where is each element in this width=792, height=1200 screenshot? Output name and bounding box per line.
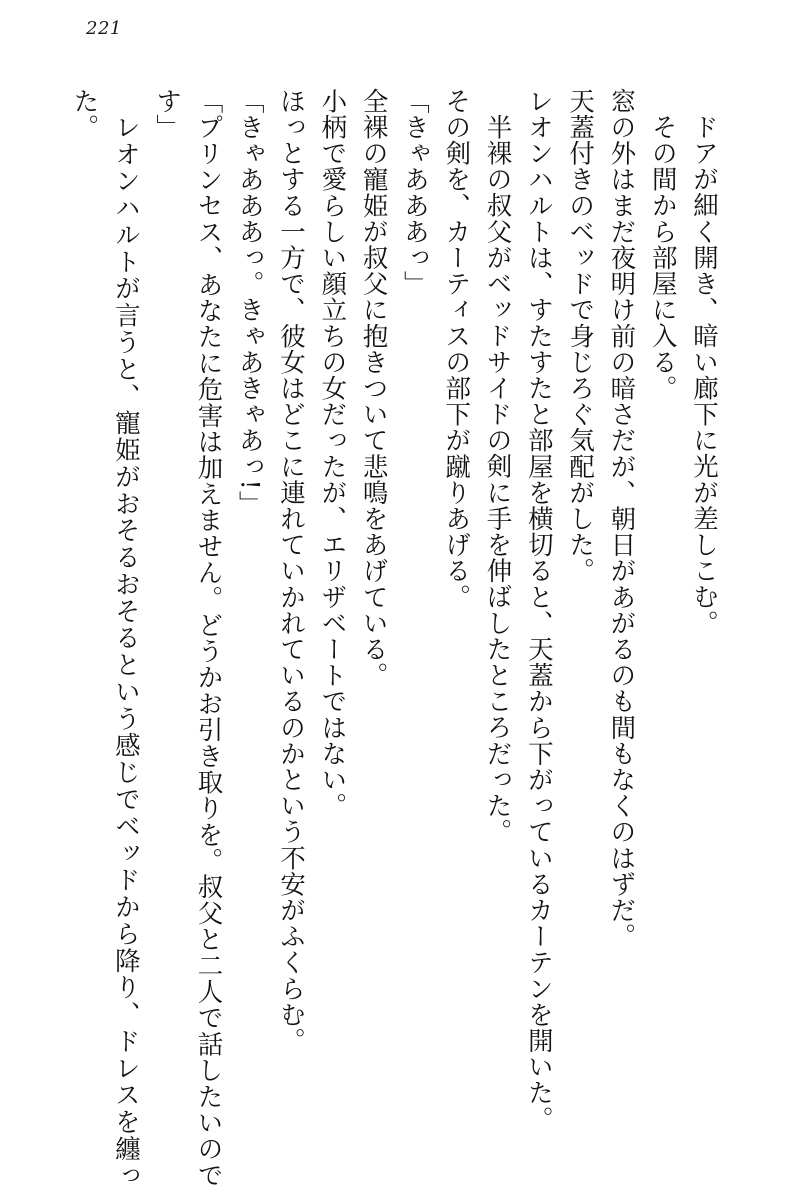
paragraph: 小柄で愛らしい顔立ちの女だったが、エリザベートではない。 xyxy=(317,88,348,819)
paragraph: レオンハルトは、すたすたと部屋を横切ると、天蓋から下がっているカーテンを開いた。 xyxy=(523,88,554,1132)
paragraph: その間から部屋に入る。 xyxy=(647,113,678,401)
paragraph: 「きゃあああっ」 xyxy=(399,88,430,297)
paragraph: 「プリンセス、あなたに危害は加えません。どうかお引き取りを。叔父と二人で話したいのです」 xyxy=(152,88,224,1188)
paragraph: 全裸の寵姫が叔父に抱きついて悲鳴をあげている。 xyxy=(358,88,389,689)
paragraph: ドアが細く開き、暗い廊下に光が差しこむ。 xyxy=(689,113,719,636)
paragraph: 天蓋付きのベッドで身じろぐ気配がした。 xyxy=(565,88,596,584)
paragraph: ほっとする一方で、彼女はどこに連れていかれているのかという不安がふくらむ。 xyxy=(276,88,307,1054)
paragraph: レオンハルトが言うと、寵姫がおそるおそるという感じでベッドから降り、ドレスを纏った。 xyxy=(69,88,141,1188)
page-body-text xyxy=(52,88,724,1188)
paragraph: 「きゃあああっ。きゃあきゃあっ!」 xyxy=(234,88,265,517)
paragraph: 窓の外はまだ夜明け前の暗さだが、朝日があがるのも間もなくのはずだ。 xyxy=(606,88,637,950)
page-number: 221 xyxy=(86,18,122,39)
paragraph: 半裸の叔父がベッドサイドの剣に手を伸ばしたところだった。 xyxy=(482,113,513,845)
paragraph: その剣を、カーティスの部下が蹴りあげる。 xyxy=(441,88,472,610)
